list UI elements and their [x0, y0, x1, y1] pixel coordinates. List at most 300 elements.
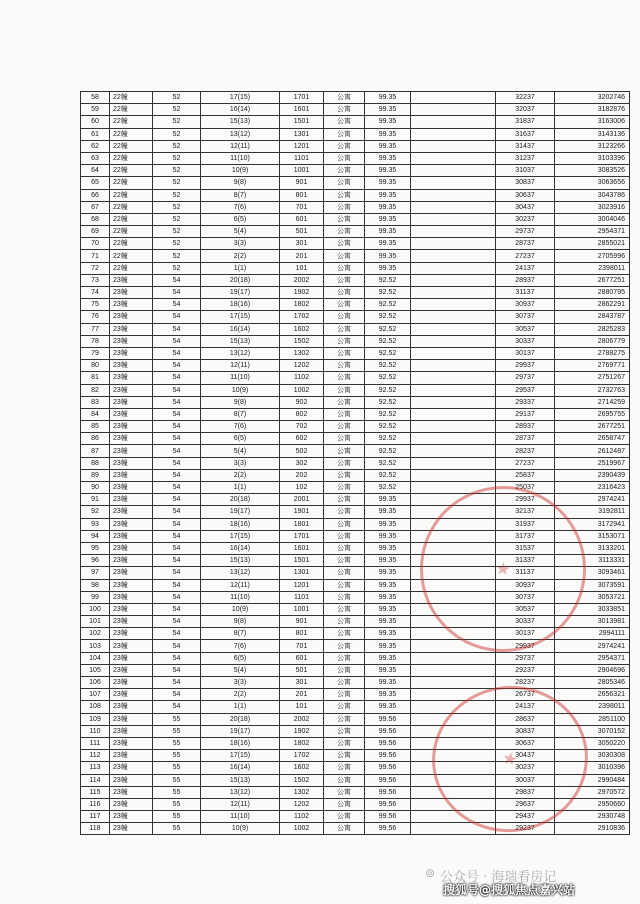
unit-price-cell: 29637	[496, 798, 555, 810]
floor-cell: 10(9)	[201, 823, 280, 835]
unit-cell: 54	[153, 384, 201, 396]
usage-cell: 公寓	[324, 104, 365, 116]
total-price-cell: 3133201	[555, 542, 630, 554]
usage-cell: 公寓	[324, 664, 365, 676]
table-row	[81, 482, 630, 494]
total-price-cell: 2751267	[555, 372, 630, 384]
floor-cell: 18(16)	[201, 299, 280, 311]
table-row	[81, 823, 630, 835]
building-cell: 22幢	[110, 116, 153, 128]
table-row	[81, 287, 630, 299]
table-row	[81, 579, 630, 591]
floor-cell: 3(3)	[201, 677, 280, 689]
unit-cell: 52	[153, 165, 201, 177]
building-cell: 23幢	[110, 396, 153, 408]
usage-cell: 公寓	[324, 811, 365, 823]
usage-cell: 公寓	[324, 542, 365, 554]
table-row	[81, 750, 630, 762]
building-cell: 23幢	[110, 323, 153, 335]
total-price-cell: 2994111	[555, 628, 630, 640]
blank-cell	[411, 347, 496, 359]
area-cell: 99.35	[365, 177, 411, 189]
room-number-cell: 1802	[280, 299, 324, 311]
unit-price-cell: 24137	[496, 262, 555, 274]
usage-cell: 公寓	[324, 335, 365, 347]
unit-cell: 54	[153, 518, 201, 530]
unit-price-cell: 30837	[496, 725, 555, 737]
room-number-cell: 1601	[280, 542, 324, 554]
area-cell: 99.35	[365, 116, 411, 128]
usage-cell: 公寓	[324, 408, 365, 420]
unit-price-cell: 31237	[496, 152, 555, 164]
total-price-cell: 2950660	[555, 798, 630, 810]
floor-cell: 11(10)	[201, 372, 280, 384]
room-number-cell: 1801	[280, 518, 324, 530]
total-price-cell: 3043786	[555, 189, 630, 201]
unit-price-cell: 29237	[496, 664, 555, 676]
unit-cell: 55	[153, 750, 201, 762]
total-price-cell: 2398011	[555, 262, 630, 274]
floor-cell: 5(4)	[201, 664, 280, 676]
floor-cell: 18(16)	[201, 518, 280, 530]
usage-cell: 公寓	[324, 628, 365, 640]
floor-cell: 20(18)	[201, 494, 280, 506]
total-price-cell: 3182876	[555, 104, 630, 116]
total-price-cell: 2398011	[555, 701, 630, 713]
table-row	[81, 530, 630, 542]
building-cell: 23幢	[110, 299, 153, 311]
floor-cell: 17(15)	[201, 92, 280, 104]
building-cell: 22幢	[110, 250, 153, 262]
unit-cell: 55	[153, 774, 201, 786]
row-number-cell: 117	[81, 811, 110, 823]
floor-cell: 2(2)	[201, 469, 280, 481]
usage-cell: 公寓	[324, 506, 365, 518]
area-cell: 92.52	[365, 323, 411, 335]
building-cell: 22幢	[110, 104, 153, 116]
unit-cell: 55	[153, 798, 201, 810]
total-price-cell: 3103396	[555, 152, 630, 164]
unit-price-cell: 28937	[496, 274, 555, 286]
blank-cell	[411, 518, 496, 530]
unit-price-cell: 30737	[496, 311, 555, 323]
total-price-cell: 2930748	[555, 811, 630, 823]
total-price-cell: 2990484	[555, 774, 630, 786]
building-cell: 23幢	[110, 640, 153, 652]
floor-cell: 7(6)	[201, 421, 280, 433]
total-price-cell: 3202746	[555, 92, 630, 104]
total-price-cell: 3013981	[555, 616, 630, 628]
usage-cell: 公寓	[324, 786, 365, 798]
row-number-cell: 91	[81, 494, 110, 506]
unit-cell: 54	[153, 396, 201, 408]
floor-cell: 6(5)	[201, 652, 280, 664]
area-cell: 99.56	[365, 713, 411, 725]
floor-cell: 17(15)	[201, 750, 280, 762]
table-row	[81, 347, 630, 359]
unit-price-cell: 27237	[496, 457, 555, 469]
usage-cell: 公寓	[324, 140, 365, 152]
unit-cell: 52	[153, 177, 201, 189]
unit-cell: 54	[153, 542, 201, 554]
building-cell: 23幢	[110, 664, 153, 676]
floor-cell: 9(8)	[201, 177, 280, 189]
area-cell: 99.35	[365, 165, 411, 177]
total-price-cell: 2970572	[555, 786, 630, 798]
table-row	[81, 177, 630, 189]
blank-cell	[411, 616, 496, 628]
blank-cell	[411, 798, 496, 810]
area-cell: 99.35	[365, 104, 411, 116]
room-number-cell: 901	[280, 616, 324, 628]
floor-cell: 6(5)	[201, 213, 280, 225]
blank-cell	[411, 226, 496, 238]
unit-price-cell: 31337	[496, 555, 555, 567]
area-cell: 99.35	[365, 238, 411, 250]
total-price-cell: 2656321	[555, 689, 630, 701]
table-row	[81, 104, 630, 116]
area-cell: 99.56	[365, 750, 411, 762]
usage-cell: 公寓	[324, 579, 365, 591]
row-number-cell: 106	[81, 677, 110, 689]
unit-cell: 54	[153, 372, 201, 384]
unit-price-cell: 31637	[496, 128, 555, 140]
unit-price-cell: 28237	[496, 445, 555, 457]
building-cell: 22幢	[110, 238, 153, 250]
room-number-cell: 801	[280, 189, 324, 201]
table-row	[81, 360, 630, 372]
building-cell: 23幢	[110, 530, 153, 542]
blank-cell	[411, 750, 496, 762]
total-price-cell: 2714259	[555, 396, 630, 408]
usage-cell: 公寓	[324, 482, 365, 494]
blank-cell	[411, 396, 496, 408]
room-number-cell: 102	[280, 482, 324, 494]
table-row	[81, 189, 630, 201]
unit-cell: 54	[153, 457, 201, 469]
row-number-cell: 95	[81, 542, 110, 554]
building-cell: 22幢	[110, 201, 153, 213]
room-number-cell: 301	[280, 677, 324, 689]
unit-cell: 54	[153, 482, 201, 494]
unit-cell: 54	[153, 628, 201, 640]
building-cell: 23幢	[110, 494, 153, 506]
building-cell: 23幢	[110, 603, 153, 615]
floor-cell: 9(8)	[201, 396, 280, 408]
room-number-cell: 1901	[280, 506, 324, 518]
table-row	[81, 372, 630, 384]
unit-price-cell: 29737	[496, 372, 555, 384]
blank-cell	[411, 628, 496, 640]
blank-cell	[411, 152, 496, 164]
blank-cell	[411, 201, 496, 213]
usage-cell: 公寓	[324, 396, 365, 408]
room-number-cell: 1701	[280, 530, 324, 542]
total-price-cell: 2677251	[555, 274, 630, 286]
usage-cell: 公寓	[324, 640, 365, 652]
row-number-cell: 74	[81, 287, 110, 299]
row-number-cell: 97	[81, 567, 110, 579]
usage-cell: 公寓	[324, 421, 365, 433]
room-number-cell: 601	[280, 652, 324, 664]
blank-cell	[411, 299, 496, 311]
blank-cell	[411, 384, 496, 396]
unit-price-cell: 31037	[496, 165, 555, 177]
building-cell: 23幢	[110, 506, 153, 518]
total-price-cell: 3143136	[555, 128, 630, 140]
total-price-cell: 2954371	[555, 652, 630, 664]
total-price-cell: 3153071	[555, 530, 630, 542]
building-cell: 23幢	[110, 713, 153, 725]
area-cell: 99.56	[365, 823, 411, 835]
table-row	[81, 469, 630, 481]
unit-price-cell: 28237	[496, 677, 555, 689]
table-row	[81, 786, 630, 798]
row-number-cell: 82	[81, 384, 110, 396]
floor-cell: 13(12)	[201, 567, 280, 579]
usage-cell: 公寓	[324, 750, 365, 762]
table-row	[81, 689, 630, 701]
room-number-cell: 802	[280, 408, 324, 420]
table-row	[81, 433, 630, 445]
usage-cell: 公寓	[324, 384, 365, 396]
total-price-cell: 2658747	[555, 433, 630, 445]
floor-cell: 5(4)	[201, 445, 280, 457]
area-cell: 92.52	[365, 408, 411, 420]
row-number-cell: 76	[81, 311, 110, 323]
total-price-cell: 2825283	[555, 323, 630, 335]
row-number-cell: 107	[81, 689, 110, 701]
room-number-cell: 1601	[280, 104, 324, 116]
area-cell: 92.52	[365, 274, 411, 286]
unit-price-cell: 32237	[496, 92, 555, 104]
unit-price-cell: 31737	[496, 530, 555, 542]
table-row	[81, 555, 630, 567]
table-row	[81, 201, 630, 213]
row-number-cell: 63	[81, 152, 110, 164]
table-row	[81, 457, 630, 469]
unit-price-cell: 29137	[496, 408, 555, 420]
room-number-cell: 301	[280, 238, 324, 250]
unit-price-cell: 29737	[496, 226, 555, 238]
blank-cell	[411, 177, 496, 189]
floor-cell: 17(15)	[201, 311, 280, 323]
row-number-cell: 73	[81, 274, 110, 286]
unit-cell: 52	[153, 152, 201, 164]
total-price-cell: 3023916	[555, 201, 630, 213]
unit-cell: 54	[153, 616, 201, 628]
usage-cell: 公寓	[324, 469, 365, 481]
unit-price-cell: 29937	[496, 494, 555, 506]
building-cell: 23幢	[110, 445, 153, 457]
table-row	[81, 774, 630, 786]
blank-cell	[411, 591, 496, 603]
usage-cell: 公寓	[324, 591, 365, 603]
blank-cell	[411, 372, 496, 384]
blank-cell	[411, 140, 496, 152]
floor-cell: 20(18)	[201, 274, 280, 286]
blank-cell	[411, 786, 496, 798]
unit-price-cell: 32037	[496, 104, 555, 116]
row-number-cell: 115	[81, 786, 110, 798]
building-cell: 23幢	[110, 347, 153, 359]
room-number-cell: 1602	[280, 762, 324, 774]
blank-cell	[411, 128, 496, 140]
blank-cell	[411, 274, 496, 286]
blank-cell	[411, 360, 496, 372]
room-number-cell: 1002	[280, 384, 324, 396]
area-cell: 92.52	[365, 384, 411, 396]
building-cell: 23幢	[110, 555, 153, 567]
price-list-rows	[81, 92, 630, 835]
row-number-cell: 101	[81, 616, 110, 628]
building-cell: 23幢	[110, 518, 153, 530]
total-price-cell: 3053721	[555, 591, 630, 603]
unit-cell: 54	[153, 689, 201, 701]
unit-cell: 54	[153, 274, 201, 286]
row-number-cell: 79	[81, 347, 110, 359]
area-cell: 99.35	[365, 616, 411, 628]
blank-cell	[411, 725, 496, 737]
floor-cell: 18(16)	[201, 737, 280, 749]
table-row	[81, 335, 630, 347]
table-row	[81, 652, 630, 664]
row-number-cell: 77	[81, 323, 110, 335]
table-row	[81, 165, 630, 177]
building-cell: 23幢	[110, 774, 153, 786]
usage-cell: 公寓	[324, 701, 365, 713]
total-price-cell: 3083526	[555, 165, 630, 177]
usage-cell: 公寓	[324, 238, 365, 250]
floor-cell: 13(12)	[201, 347, 280, 359]
table-row	[81, 677, 630, 689]
area-cell: 99.35	[365, 506, 411, 518]
table-row	[81, 506, 630, 518]
unit-cell: 54	[153, 494, 201, 506]
row-number-cell: 61	[81, 128, 110, 140]
building-cell: 22幢	[110, 128, 153, 140]
unit-price-cell: 30837	[496, 177, 555, 189]
unit-cell: 54	[153, 335, 201, 347]
table-row	[81, 798, 630, 810]
room-number-cell: 1701	[280, 92, 324, 104]
total-price-cell: 2390439	[555, 469, 630, 481]
usage-cell: 公寓	[324, 689, 365, 701]
floor-cell: 16(14)	[201, 323, 280, 335]
building-cell: 23幢	[110, 542, 153, 554]
row-number-cell: 69	[81, 226, 110, 238]
room-number-cell: 701	[280, 640, 324, 652]
unit-cell: 55	[153, 823, 201, 835]
blank-cell	[411, 603, 496, 615]
blank-cell	[411, 506, 496, 518]
room-number-cell: 2001	[280, 494, 324, 506]
usage-cell: 公寓	[324, 226, 365, 238]
total-price-cell: 2843787	[555, 311, 630, 323]
unit-cell: 52	[153, 128, 201, 140]
building-cell: 23幢	[110, 384, 153, 396]
area-cell: 92.52	[365, 482, 411, 494]
table-row	[81, 152, 630, 164]
total-price-cell: 3113331	[555, 555, 630, 567]
total-price-cell: 2880795	[555, 287, 630, 299]
area-cell: 99.35	[365, 591, 411, 603]
floor-cell: 5(4)	[201, 226, 280, 238]
room-number-cell: 1501	[280, 555, 324, 567]
unit-price-cell: 30337	[496, 616, 555, 628]
room-number-cell: 1902	[280, 725, 324, 737]
room-number-cell: 201	[280, 689, 324, 701]
total-price-cell: 3010396	[555, 762, 630, 774]
room-number-cell: 1001	[280, 603, 324, 615]
blank-cell	[411, 482, 496, 494]
usage-cell: 公寓	[324, 823, 365, 835]
table-row	[81, 274, 630, 286]
building-cell: 22幢	[110, 152, 153, 164]
table-row	[81, 567, 630, 579]
unit-cell: 54	[153, 469, 201, 481]
area-cell: 99.35	[365, 213, 411, 225]
row-number-cell: 67	[81, 201, 110, 213]
table-row	[81, 591, 630, 603]
row-number-cell: 86	[81, 433, 110, 445]
total-price-cell: 2855021	[555, 238, 630, 250]
blank-cell	[411, 421, 496, 433]
price-list-sheet	[80, 91, 629, 835]
area-cell: 99.35	[365, 250, 411, 262]
usage-cell: 公寓	[324, 616, 365, 628]
building-cell: 22幢	[110, 177, 153, 189]
building-cell: 23幢	[110, 482, 153, 494]
floor-cell: 8(7)	[201, 189, 280, 201]
table-row	[81, 603, 630, 615]
unit-price-cell: 24137	[496, 701, 555, 713]
floor-cell: 1(1)	[201, 482, 280, 494]
building-cell: 23幢	[110, 652, 153, 664]
total-price-cell: 3030308	[555, 750, 630, 762]
usage-cell: 公寓	[324, 567, 365, 579]
row-number-cell: 118	[81, 823, 110, 835]
total-price-cell: 2806779	[555, 335, 630, 347]
room-number-cell: 1202	[280, 798, 324, 810]
usage-cell: 公寓	[324, 116, 365, 128]
unit-cell: 55	[153, 786, 201, 798]
row-number-cell: 78	[81, 335, 110, 347]
room-number-cell: 202	[280, 469, 324, 481]
unit-price-cell: 30737	[496, 591, 555, 603]
table-row	[81, 725, 630, 737]
room-number-cell: 1101	[280, 591, 324, 603]
unit-cell: 54	[153, 603, 201, 615]
area-cell: 92.52	[365, 299, 411, 311]
room-number-cell: 1502	[280, 335, 324, 347]
unit-price-cell: 29337	[496, 396, 555, 408]
building-cell: 23幢	[110, 823, 153, 835]
unit-cell: 54	[153, 555, 201, 567]
table-row	[81, 542, 630, 554]
total-price-cell: 2954371	[555, 226, 630, 238]
row-number-cell: 96	[81, 555, 110, 567]
floor-cell: 15(13)	[201, 555, 280, 567]
row-number-cell: 94	[81, 530, 110, 542]
floor-cell: 13(12)	[201, 128, 280, 140]
unit-cell: 52	[153, 189, 201, 201]
unit-price-cell: 29937	[496, 360, 555, 372]
total-price-cell: 3063656	[555, 177, 630, 189]
floor-cell: 19(17)	[201, 506, 280, 518]
usage-cell: 公寓	[324, 347, 365, 359]
table-row	[81, 713, 630, 725]
